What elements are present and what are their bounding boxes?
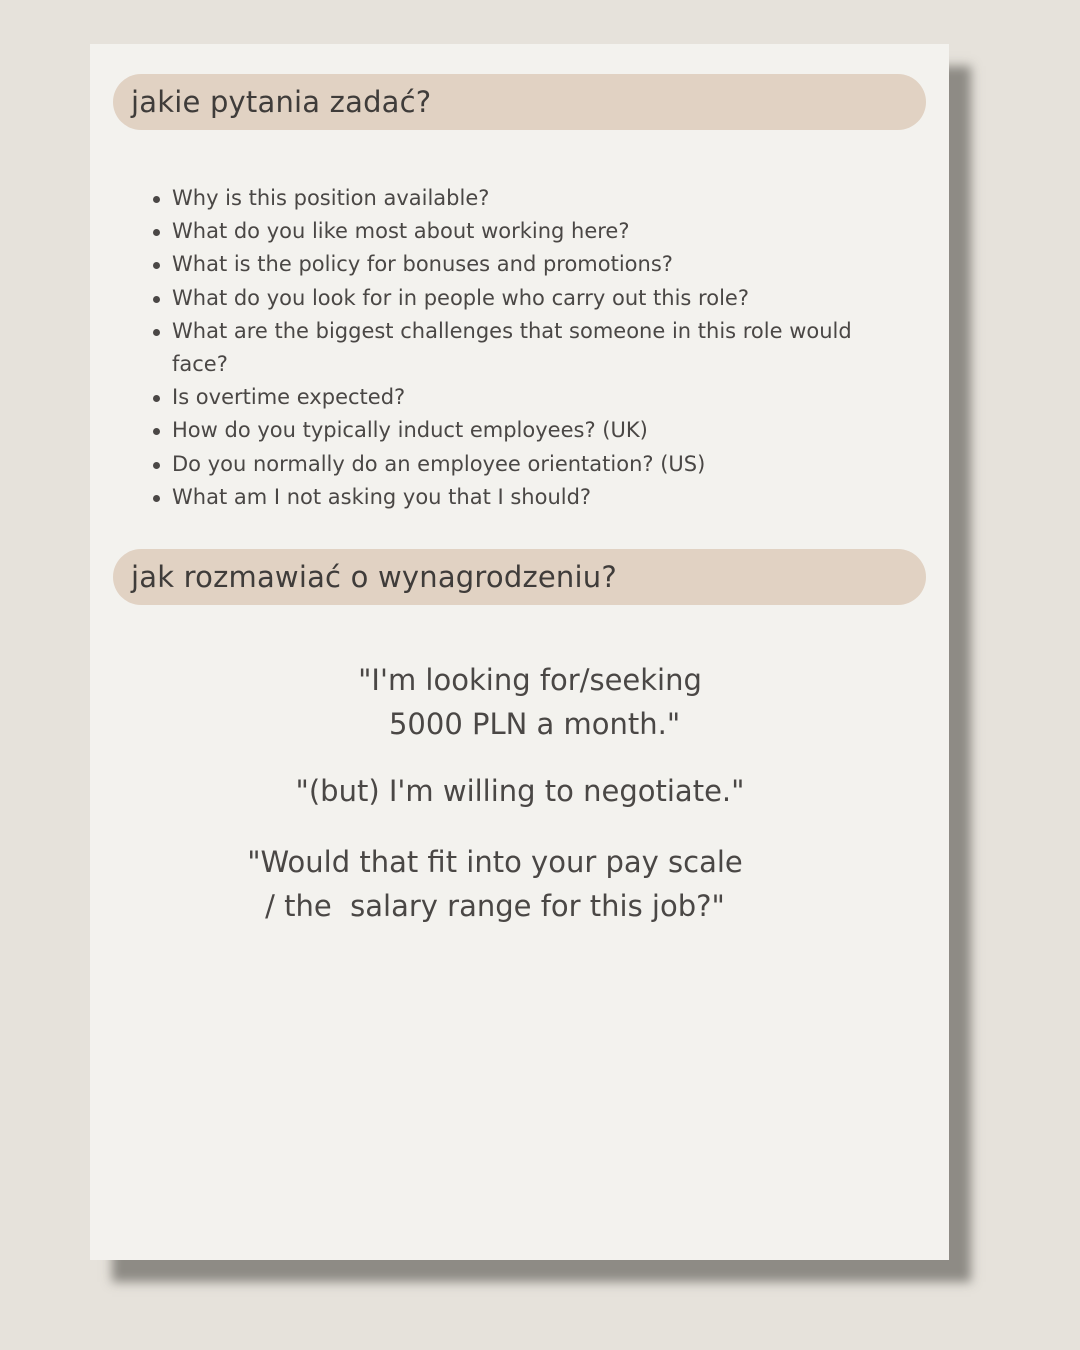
question-item: Is overtime expected?	[172, 381, 892, 414]
document-card	[90, 44, 949, 1260]
question-list	[172, 182, 892, 514]
question-item: What do you like most about working here?	[172, 215, 892, 248]
question-item: How do you typically induct employees? (UK)	[172, 414, 892, 447]
question-item: Why is this position available?	[172, 182, 892, 215]
question-item: What am I not asking you that I should?	[172, 481, 892, 514]
question-item: Do you normally do an employee orientation? (US)	[172, 448, 892, 481]
section-header-questions	[113, 74, 926, 130]
section-header-salary	[113, 549, 926, 605]
salary-phrase-negotiate: "(but) I'm willing to negotiate."	[295, 774, 745, 808]
question-item: What do you look for in people who carry out this role?	[172, 282, 892, 315]
salary-phrase-pay-scale: "Would that fit into your pay scale / the salary range for this job?"	[247, 845, 743, 923]
section-title-questions: jakie pytania zadać?	[131, 85, 432, 119]
question-item: What are the biggest challenges that someone in this role would face?	[172, 315, 892, 381]
salary-phrase-seeking: "I'm looking for/seeking 5000 PLN a month."	[358, 663, 702, 741]
question-item: What is the policy for bonuses and promotions?	[172, 248, 892, 281]
section-title-salary: jak rozmawiać o wynagrodzeniu?	[131, 560, 617, 594]
